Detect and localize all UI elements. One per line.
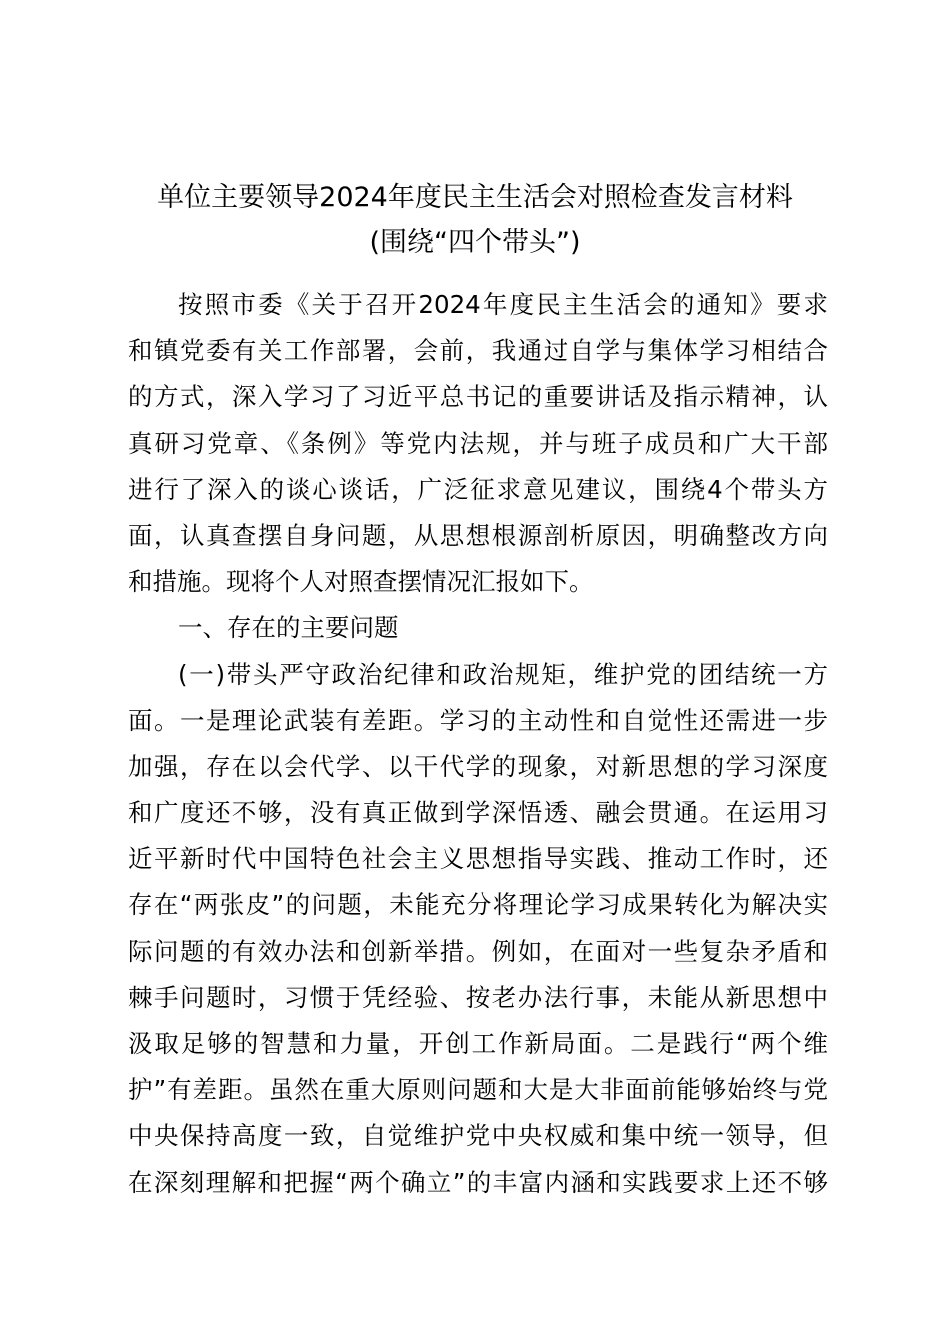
body-line: 近平新时代中国特色社会主义思想指导实践、推动工作时，还 [128, 844, 828, 874]
body-line: 进行了深入的谈心谈话，广泛征求意见建议，围绕4个带头方 [128, 474, 828, 504]
body-line: 和镇党委有关工作部署，会前，我通过自学与集体学习相结合 [128, 336, 828, 366]
document-title: 单位主要领导2024年度民主生活会对照检查发言材料 [157, 182, 793, 213]
body-line: 在深刻理解和把握“两个确立”的丰富内涵和实践要求上还不够 [128, 1167, 828, 1197]
body-line: 按照市委《关于召开2024年度民主生活会的通知》要求 [178, 290, 828, 319]
body-line: 和广度还不够，没有真正做到学深悟透、融会贯通。在运用习 [128, 798, 828, 828]
body-line: 存在“两张皮”的问题，未能充分将理论学习成果转化为解决实 [128, 890, 828, 920]
document-body [128, 282, 828, 1206]
body-line: 加强，存在以会代学、以干代学的现象，对新思想的学习深度 [128, 751, 828, 781]
body-line: 的方式，深入学习了习近平总书记的重要讲话及指示精神，认 [128, 382, 828, 412]
body-line: (一)带头严守政治纪律和政治规矩，维护党的团结统一方 [178, 659, 828, 689]
document-subtitle: (围绕“四个带头”) [369, 227, 581, 258]
body-line: 一、存在的主要问题 [178, 613, 399, 643]
body-line: 真研习党章、《条例》等党内法规，并与班子成员和广大干部 [128, 428, 828, 458]
body-line: 中央保持高度一致，自觉维护党中央权威和集中统一领导，但 [128, 1121, 828, 1151]
body-line: 棘手问题时，习惯于凭经验、按老办法行事，未能从新思想中 [128, 982, 828, 1012]
body-line: 面，认真查摆自身问题，从思想根源剖析原因，明确整改方向 [128, 520, 828, 550]
body-line: 际问题的有效办法和创新举措。例如，在面对一些复杂矛盾和 [128, 936, 828, 966]
body-line: 和措施。现将个人对照查摆情况汇报如下。 [128, 567, 594, 597]
body-line: 面。一是理论武装有差距。学习的主动性和自觉性还需进一步 [128, 705, 828, 735]
body-line: 汲取足够的智慧和力量，开创工作新局面。二是践行“两个维 [128, 1029, 828, 1058]
body-line: 护”有差距。虽然在重大原则问题和大是大非面前能够始终与党 [128, 1075, 828, 1105]
